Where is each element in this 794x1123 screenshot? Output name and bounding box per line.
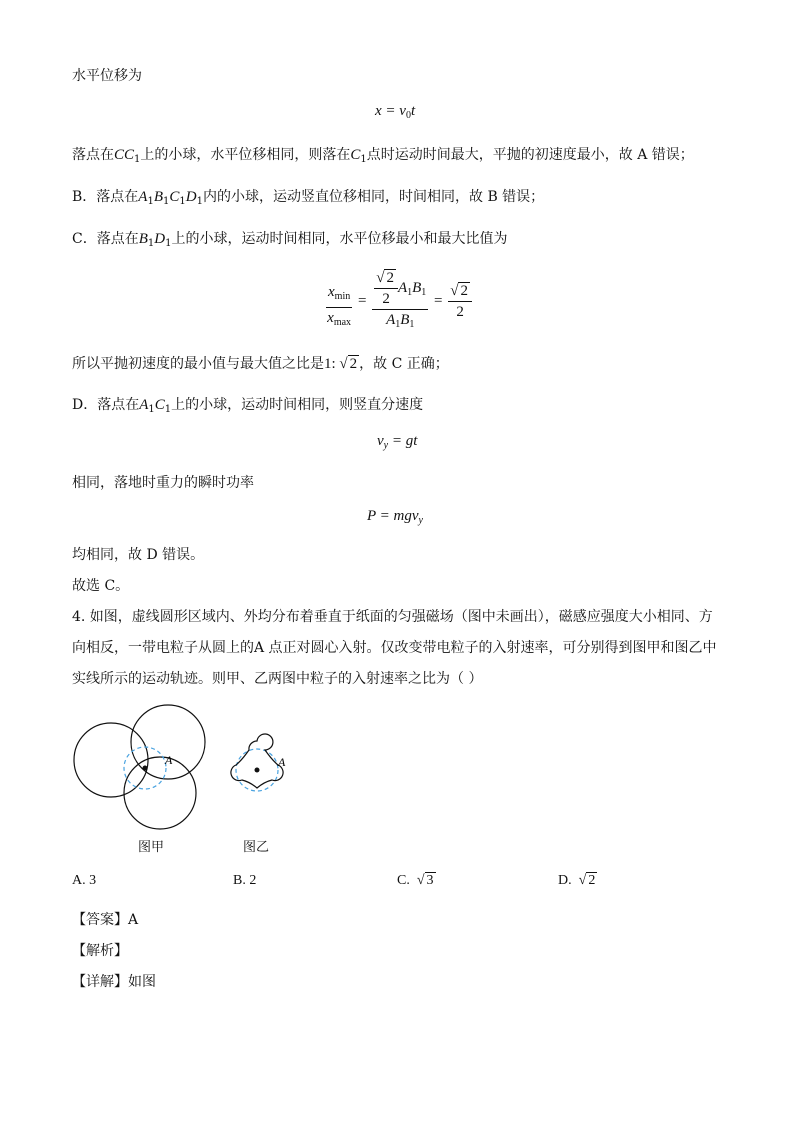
text-segment: C．落点在 — [72, 231, 139, 247]
text-segment: D．落点在 — [72, 397, 140, 413]
paragraph-option-d: D．落点在$A_1C_1$上的小球，运动时间相同，则竖直分速度 — [72, 397, 424, 415]
option-c[interactable]: C. √ 3 — [397, 873, 434, 888]
text-segment: ，故 C 正确； — [359, 356, 449, 372]
figure-yi-caption: 图乙 — [243, 840, 270, 855]
option-b[interactable]: B. 2 — [233, 873, 257, 888]
detail-tag: 【详解】 — [72, 974, 128, 990]
option-d-value: 2 — [588, 873, 596, 888]
option-d[interactable]: D. √ 2 — [558, 873, 596, 888]
equation-power: P = mgv$_y$ — [367, 508, 423, 526]
text-segment: 上的小球，水平位移相同，则落在 — [140, 147, 351, 163]
text-segment: 上的小球，运动时间相同，水平位移最小和最大比值为 — [171, 231, 508, 247]
answer-line — [72, 910, 138, 930]
paragraph-cc1: 落点在$CC_1$上的小球，水平位移相同，则落在$C_1$点时运动时间最大，平抛的初速度最小，故 A 错误； — [72, 147, 694, 165]
figure-jia-diagram — [70, 700, 210, 835]
detail-line — [72, 972, 156, 992]
text-segment: 上的小球，运动时间相同，则竖直分速度 — [171, 397, 424, 413]
text-segment: 所以平抛初速度的最小值与最大值之比是 — [72, 356, 324, 372]
equation-vy-gt: $v_y$ = gt — [377, 433, 418, 451]
question-4-line-3: 实线所示的运动轨迹。则甲、乙两图中粒子的入射速率之比为（ ） — [72, 671, 483, 687]
text-segment: 内的小球，运动竖直位移相同，时间相同，故 B 错误； — [203, 189, 545, 205]
analysis-tag: 【解析】 — [72, 943, 128, 959]
answer-tag: 【答案】 — [72, 912, 128, 928]
equation-ratio: $\frac{x_{min}}{x_{max}}$ = $\frac{√ 2}{2}$ $A_1B_1$ $A_1B_1$ = $\frac{√ 2}{2}$ — [326, 268, 472, 335]
figure-yi-diagram — [220, 730, 300, 800]
paragraph-ratio-conclusion: 所以平抛初速度的最小值与最大值之比是1: √ 2 ，故 C 正确； — [72, 356, 449, 372]
answer-value: A — [128, 912, 139, 928]
text-segment: 落点在 — [72, 147, 114, 163]
detail-text: 如图 — [128, 974, 156, 990]
text-segment: B．落点在 — [72, 189, 139, 205]
paragraph-option-c: C．落点在$B_1D_1$上的小球，运动时间相同，水平位移最小和最大比值为 — [72, 231, 508, 249]
option-c-value: 3 — [426, 873, 434, 888]
paragraph-option-b: B．落点在$A_1B_1C_1D_1$内的小球，运动竖直位移相同，时间相同，故 B 错误； — [72, 189, 545, 207]
point-a-label-jia: A — [165, 753, 173, 767]
text-power: 相同，落地时重力的瞬时功率 — [72, 475, 254, 491]
equation-x-v0t: $x = v_0t$ — [375, 103, 416, 121]
option-d-prefix: D. — [558, 873, 572, 888]
option-c-prefix: C. — [397, 873, 410, 888]
point-a-label-yi: A — [278, 755, 286, 769]
question-4-line-2: 向相反，一带电粒子从圆上的A 点正对圆心入射。仅改变带电粒子的入射速率，可分别得到图甲和图乙中 — [72, 640, 717, 656]
text-segment: 点时运动时间最大，平抛的初速度最小，故 A 错误； — [366, 147, 694, 163]
question-4-line-1: 4. 如图，虚线圆形区域内、外均分布着垂直于纸面的匀强磁场（图中未画出），磁感应强度大小相同、方 — [72, 609, 713, 625]
option-a[interactable]: A. 3 — [72, 873, 97, 888]
text-d-wrong: 均相同，故 D 错误。 — [72, 547, 205, 563]
text-horizontal-displacement: 水平位移为 — [72, 68, 142, 84]
figure-jia-caption: 图甲 — [138, 840, 165, 855]
text-choose-c: 故选 C。 — [72, 578, 130, 594]
